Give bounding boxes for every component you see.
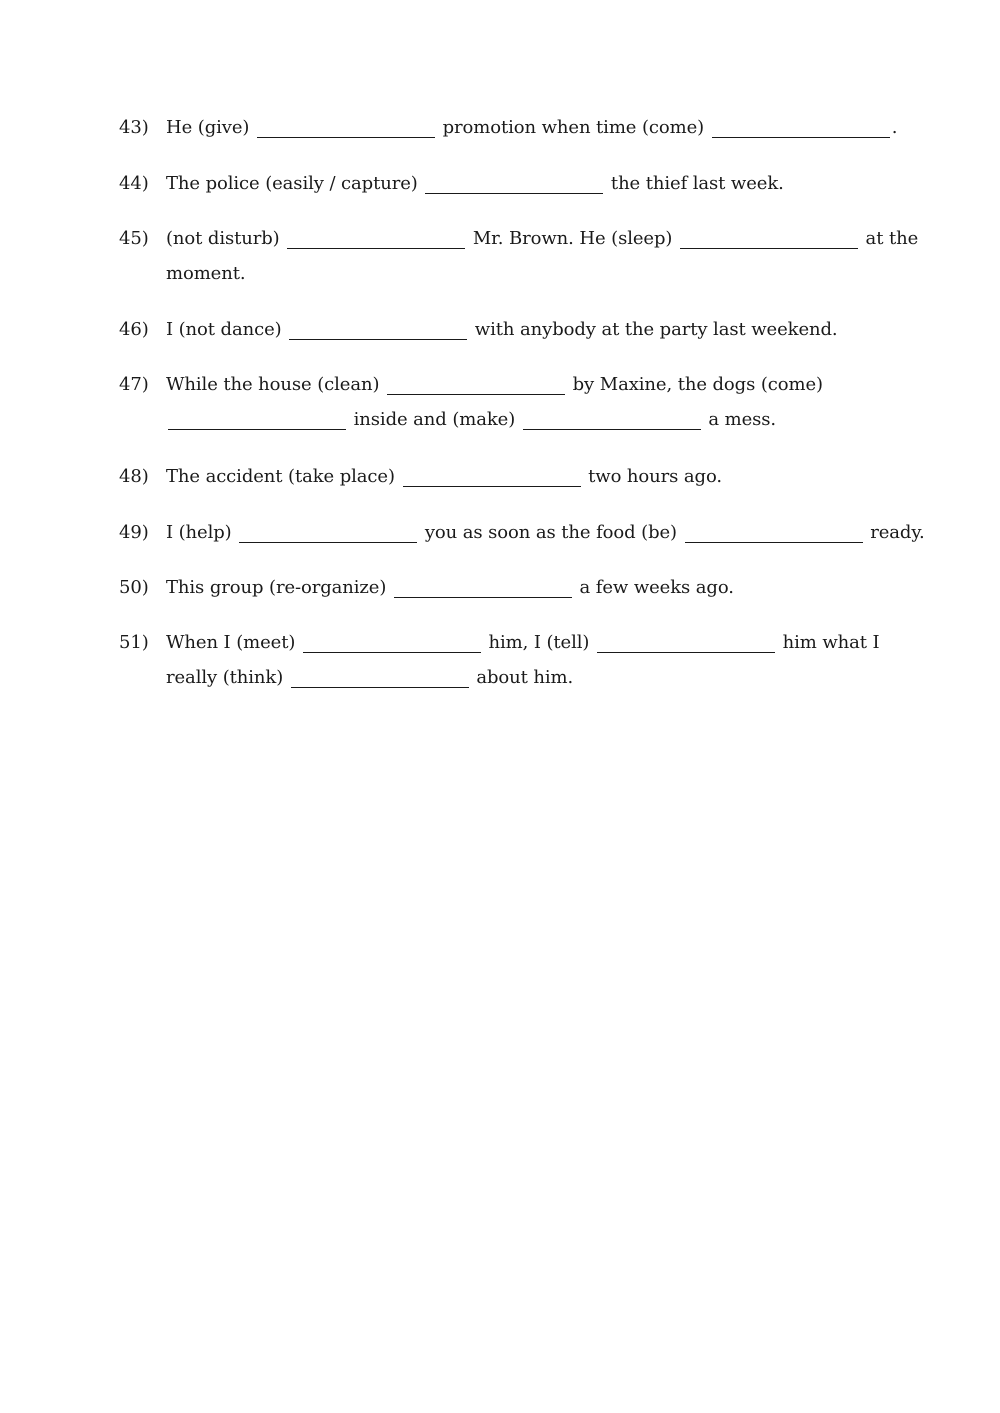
exercise-text-segment: about him. bbox=[470, 667, 574, 688]
exercise-number: 45) bbox=[119, 228, 149, 249]
exercise-line bbox=[166, 221, 919, 256]
exercise-item bbox=[119, 312, 909, 347]
answer-blank[interactable] bbox=[425, 175, 603, 194]
exercise-text-segment: . bbox=[891, 117, 898, 138]
answer-blank[interactable] bbox=[394, 579, 572, 598]
answer-blank[interactable] bbox=[239, 524, 417, 543]
exercise-text-segment: He (give) bbox=[166, 117, 255, 138]
answer-blank[interactable] bbox=[289, 321, 467, 340]
exercise-item bbox=[119, 367, 909, 437]
exercise-item bbox=[119, 570, 909, 605]
exercise-text-segment: (not disturb) bbox=[166, 228, 286, 249]
exercise-text bbox=[166, 459, 909, 494]
answer-blank[interactable] bbox=[403, 468, 581, 487]
exercise-line bbox=[166, 660, 909, 695]
exercise-text-segment: you as soon as the food (be) bbox=[419, 522, 683, 543]
exercise-text-segment: Mr. Brown. He (sleep) bbox=[467, 228, 678, 249]
exercise-number: 49) bbox=[119, 522, 149, 543]
exercise-line bbox=[166, 570, 909, 605]
exercise-number: 48) bbox=[119, 466, 149, 487]
exercise-text bbox=[166, 367, 909, 437]
exercise-text-segment: inside and (make) bbox=[348, 409, 521, 430]
exercise-line bbox=[166, 459, 909, 494]
exercise-line bbox=[166, 515, 925, 550]
exercise-line bbox=[166, 256, 909, 291]
exercise-text bbox=[166, 312, 909, 347]
exercise-line bbox=[166, 402, 909, 437]
answer-blank[interactable] bbox=[597, 634, 775, 653]
answer-blank[interactable] bbox=[685, 524, 863, 543]
exercise-text bbox=[166, 625, 909, 695]
exercise-text-segment: a mess. bbox=[702, 409, 777, 430]
exercise-text-segment: I (not dance) bbox=[166, 319, 288, 340]
exercise-item bbox=[119, 110, 909, 145]
exercise-text-segment: moment. bbox=[166, 263, 246, 284]
exercise-text-segment: him, I (tell) bbox=[482, 632, 595, 653]
answer-blank[interactable] bbox=[257, 119, 435, 138]
exercise-number: 47) bbox=[119, 374, 149, 395]
answer-blank[interactable] bbox=[303, 634, 481, 653]
exercise-number: 44) bbox=[119, 173, 149, 194]
exercise-text-segment: really (think) bbox=[166, 667, 289, 688]
answer-blank[interactable] bbox=[168, 411, 346, 430]
exercise-line bbox=[166, 110, 909, 145]
exercise-line bbox=[166, 625, 909, 660]
exercise-text bbox=[166, 221, 919, 291]
answer-blank[interactable] bbox=[523, 411, 701, 430]
exercise-item bbox=[119, 515, 925, 550]
exercise-text-segment: a few weeks ago. bbox=[573, 577, 734, 598]
exercise-number: 51) bbox=[119, 632, 149, 653]
exercise-text-segment: the thief last week. bbox=[605, 173, 784, 194]
exercise-text-segment: promotion when time (come) bbox=[436, 117, 710, 138]
exercise-text bbox=[166, 110, 909, 145]
exercise-text-segment: I (help) bbox=[166, 522, 238, 543]
answer-blank[interactable] bbox=[680, 230, 858, 249]
exercise-text-segment: The police (easily / capture) bbox=[166, 173, 424, 194]
exercise-text-segment: at the bbox=[859, 228, 919, 249]
exercise-number: 50) bbox=[119, 577, 149, 598]
exercise-text bbox=[166, 570, 909, 605]
exercise-text-segment: two hours ago. bbox=[582, 466, 723, 487]
exercise-item bbox=[119, 166, 909, 201]
exercise-number: 43) bbox=[119, 117, 149, 138]
exercise-line bbox=[166, 312, 909, 347]
exercise-text-segment: him what I bbox=[776, 632, 880, 653]
exercise-text-segment: with anybody at the party last weekend. bbox=[469, 319, 838, 340]
exercise-item bbox=[119, 459, 909, 494]
exercise-text-segment: The accident (take place) bbox=[166, 466, 401, 487]
exercise-text-segment: When I (meet) bbox=[166, 632, 301, 653]
exercise-text bbox=[166, 166, 909, 201]
exercise-text-segment: This group (re-organize) bbox=[166, 577, 392, 598]
exercise-item bbox=[119, 625, 909, 695]
answer-blank[interactable] bbox=[712, 119, 890, 138]
exercise-text-segment: While the house (clean) bbox=[166, 374, 385, 395]
exercise-text-segment: by Maxine, the dogs (come) bbox=[567, 374, 823, 395]
exercise-item bbox=[119, 221, 919, 291]
answer-blank[interactable] bbox=[287, 230, 465, 249]
answer-blank[interactable] bbox=[387, 376, 565, 395]
answer-blank[interactable] bbox=[291, 669, 469, 688]
exercise-line bbox=[166, 367, 909, 402]
exercise-number: 46) bbox=[119, 319, 149, 340]
exercise-line bbox=[166, 166, 909, 201]
exercise-text bbox=[166, 515, 925, 550]
exercise-text-segment: ready. bbox=[864, 522, 925, 543]
